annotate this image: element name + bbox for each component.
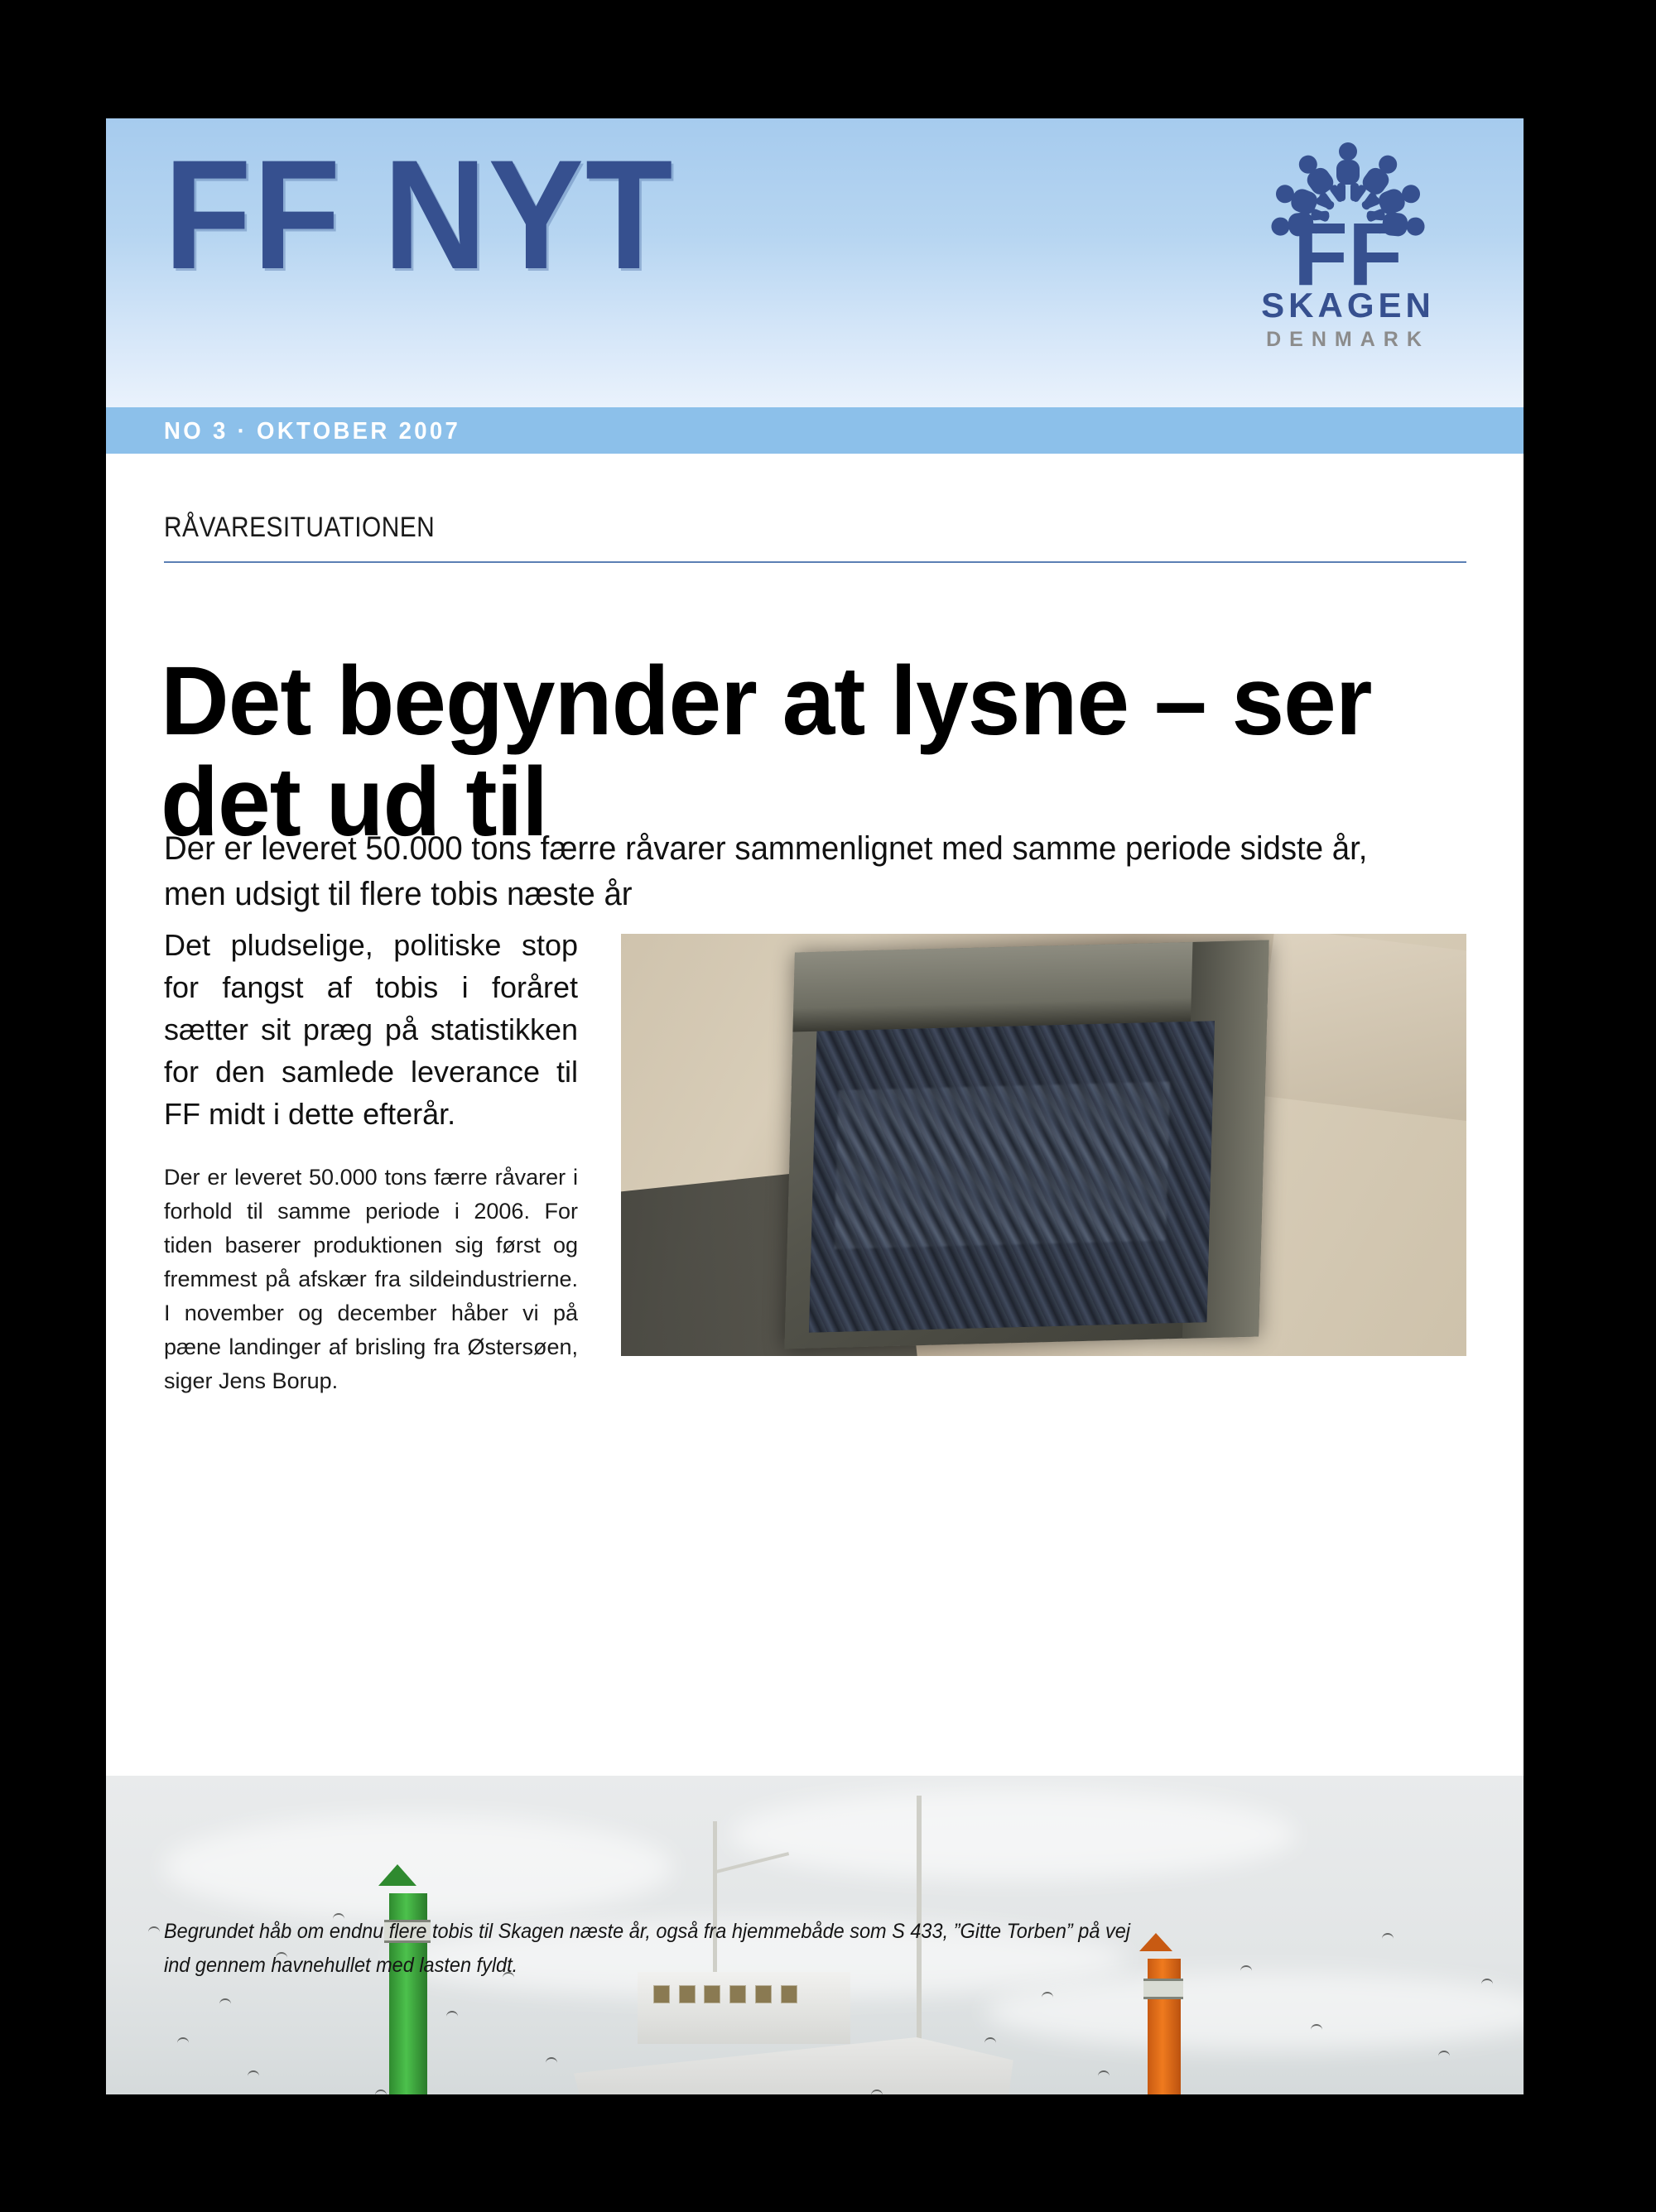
green-beacon-cap (378, 1864, 416, 1886)
wheelhouse-window (704, 1985, 720, 2003)
kicker-rule (164, 561, 1466, 563)
logo-monogram: FF (1293, 204, 1403, 293)
issue-band (106, 407, 1524, 454)
gull (546, 2057, 557, 2063)
deck-plate-right (1254, 934, 1466, 1126)
wheelhouse-window (653, 1985, 670, 2003)
sandeel-highlights (835, 1082, 1171, 1249)
gull (1240, 1965, 1252, 1971)
hopper-box (785, 940, 1269, 1349)
logo-company-name: SKAGEN (1261, 286, 1435, 325)
photo-fish-hopper (621, 934, 1466, 1356)
gull (177, 2037, 189, 2043)
ff-skagen-logo (1224, 140, 1472, 351)
wheelhouse-window (781, 1985, 797, 2003)
logo-country: DENMARK (1266, 328, 1430, 351)
cloud (729, 1789, 1297, 1881)
gull (446, 2011, 458, 2017)
orange-beacon-lantern (1143, 1979, 1183, 1999)
gull (1311, 2024, 1322, 2030)
photo-caption: Begrundet håb om endnu flere tobis til Skagen næste år, også fra hjemmebåde som S 433, ”Gitte Torben” på vej ind gennem havnehullet med lasten fyldt. (164, 1920, 1130, 1977)
body-paragraph: Der er leveret 50.000 tons færre råvarer i forhold til samme periode i 2006. For tiden baserer produktionen sig først og fremmest på afskær fra sildeindustrierne. I november og december håber vi på pæne landinger af brisling fra Østersøen, siger Jens Borup. (164, 1164, 578, 1393)
gull (1481, 1979, 1493, 1984)
cloud (984, 1972, 1524, 2051)
vessel-wheelhouse (638, 1972, 850, 2044)
magazine-page (106, 118, 1524, 2094)
text-column (164, 924, 578, 1398)
publication-title: FF NYT (164, 127, 675, 301)
logo-figures-icon (1224, 140, 1472, 293)
article-deck: Der er leveret 50.000 tons færre råvarer sammenlignet med samme periode sidste år, men udsigt til flere tobis næste år (164, 830, 1368, 913)
section-kicker: RÅVARESITUATIONEN (164, 512, 436, 543)
wheelhouse-window (679, 1985, 696, 2003)
lead-paragraph: Det pludselige, politiske stop for fangst af tobis i foråret sætter sit præg på statistikken for den samlede leverance til FF midt i dette efterår. (164, 928, 578, 1132)
wheelhouse-window (729, 1985, 746, 2003)
masthead (106, 118, 1524, 407)
issue-line: NO 3 · OKTOBER 2007 (164, 418, 461, 445)
article-headline: Det begynder at lysne – ser det ud til (161, 647, 1372, 857)
wheelhouse-window (755, 1985, 772, 2003)
orange-beacon-cap (1139, 1933, 1172, 1951)
